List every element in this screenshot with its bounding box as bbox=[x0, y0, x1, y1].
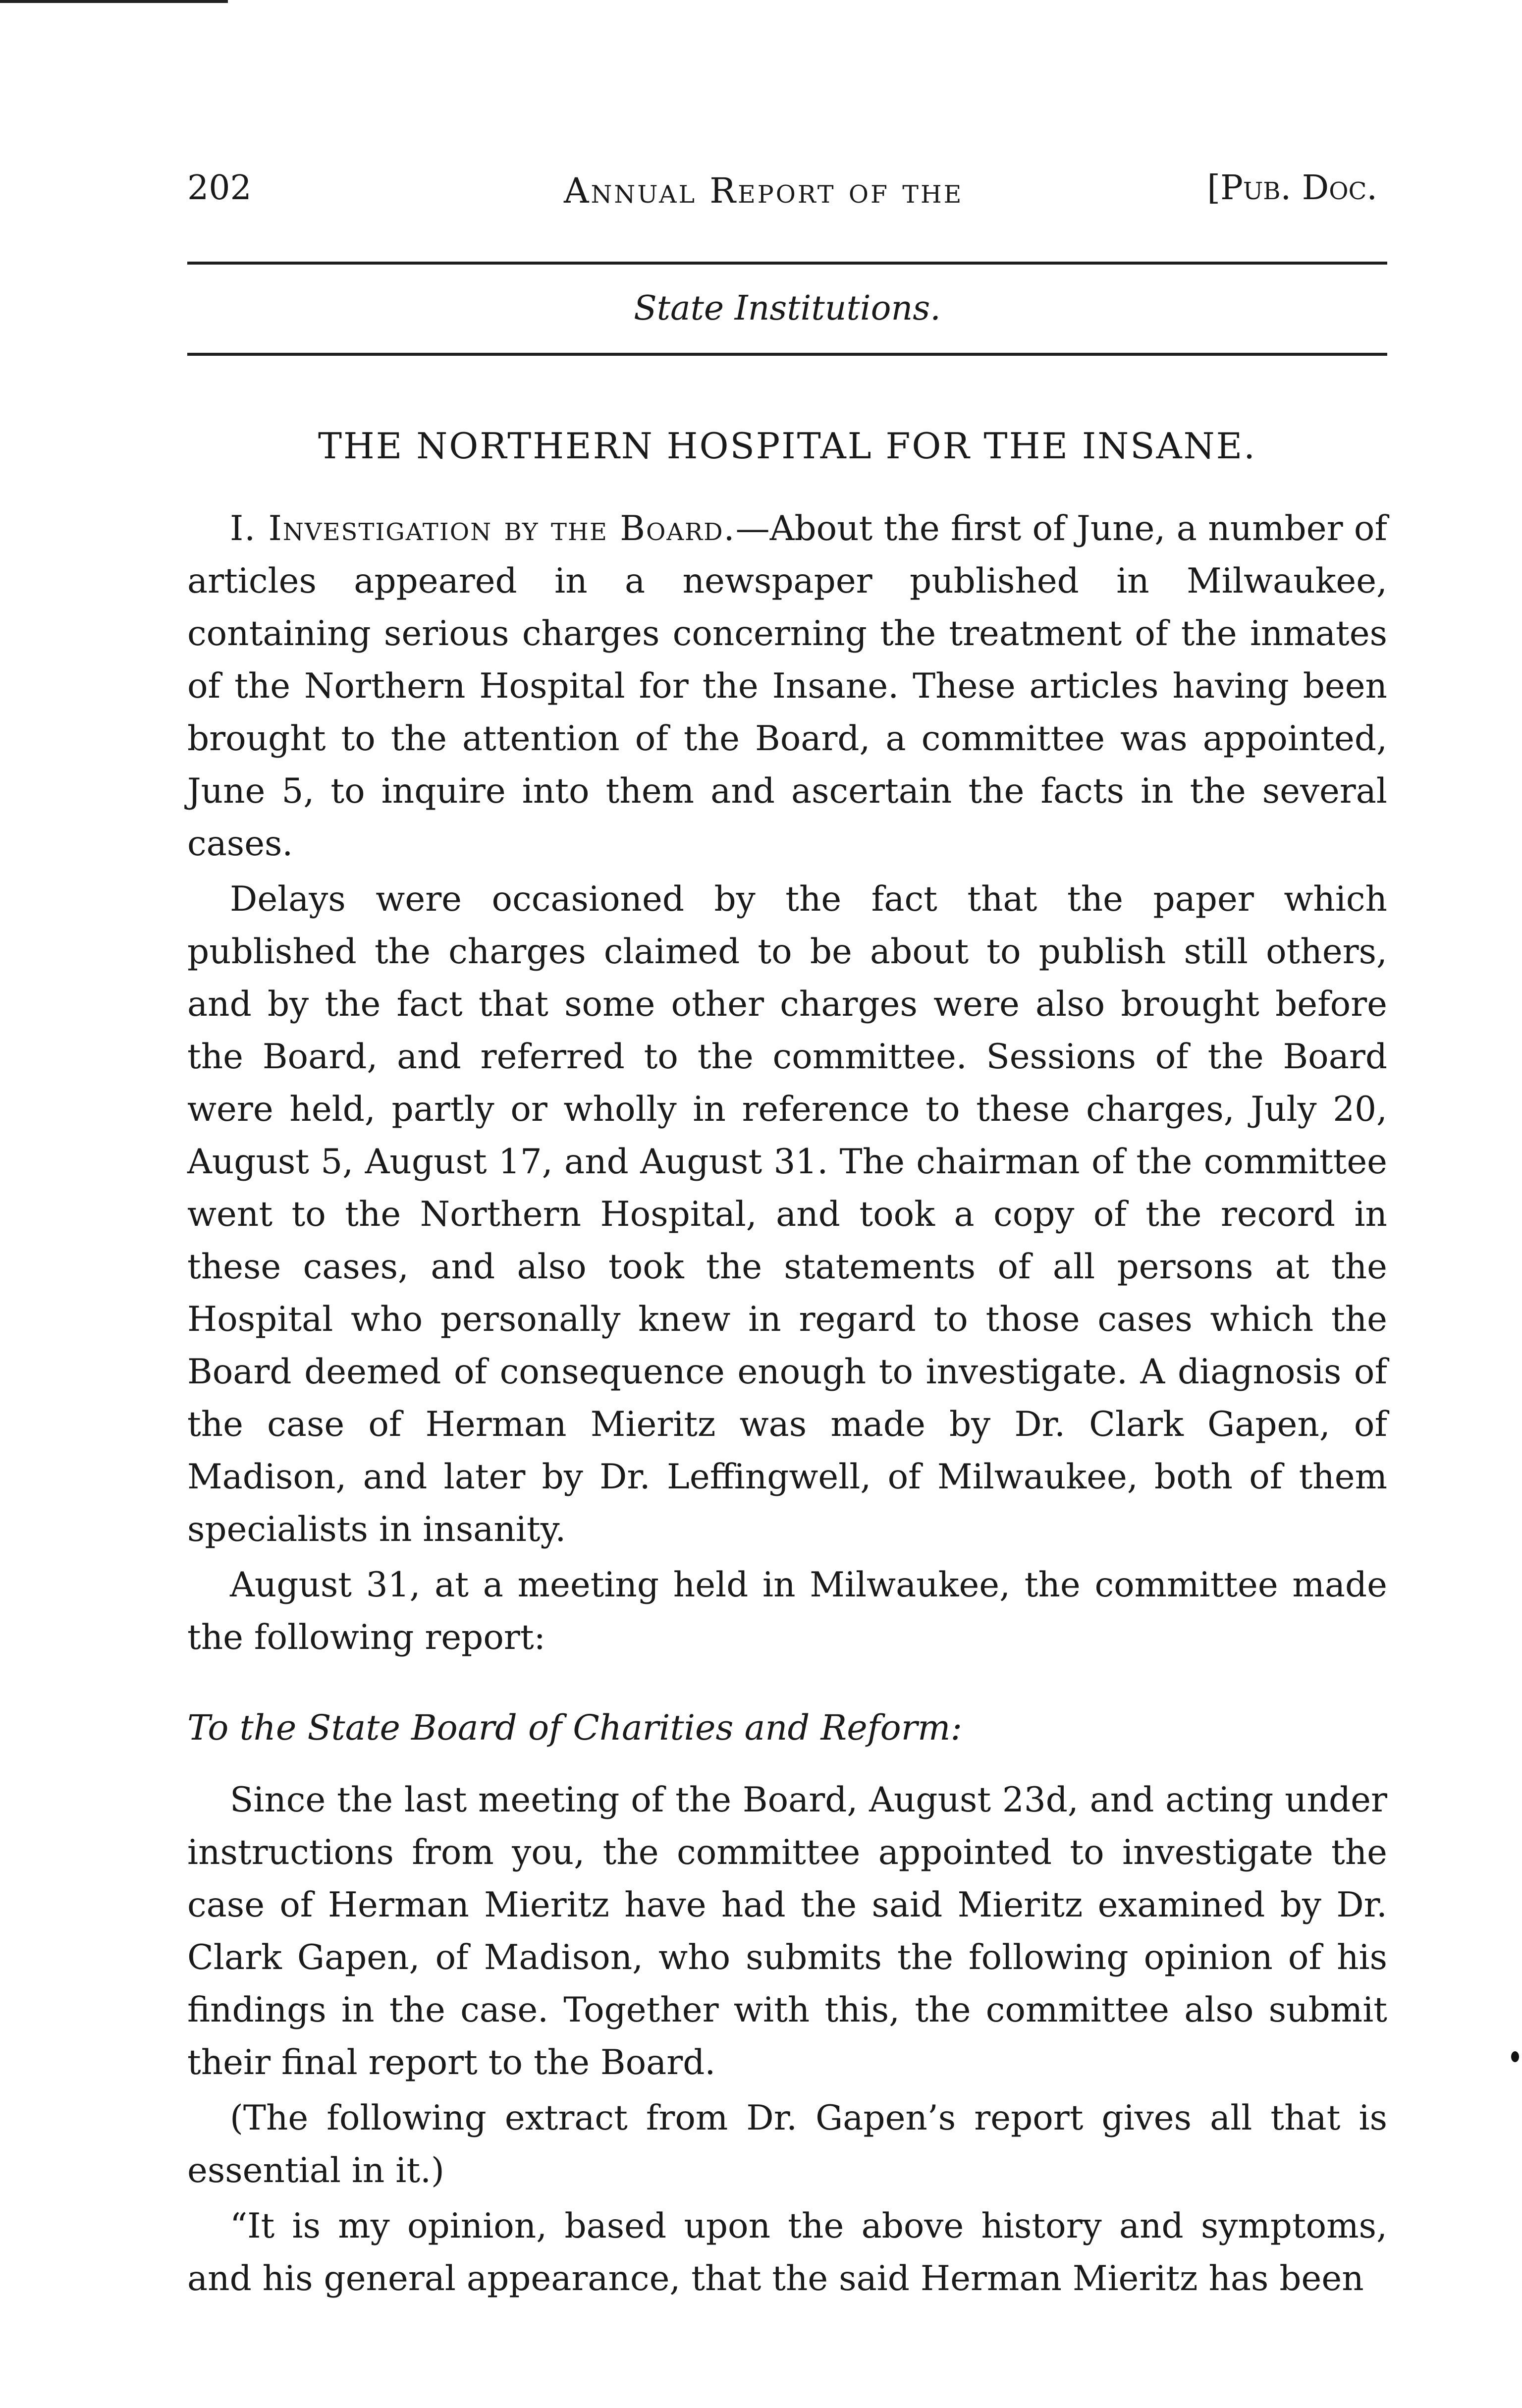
paragraph-delays: Delays were occasioned by the fact that the paper which published the charges claimed to be about to publish still others, and by the fact that some other charges were also brought before the Board, and referred to the committee. Sessions of the Board were held, partly or wholly in reference to these charges, July 20, August 5, August 17, and August 31. The chairman of the committee went to the Northern Hospital, and took a copy of the record in these cases, and also took the statements of all persons at the Hospital who personally knew in regard to those cases which the Board deemed of consequence enough to investigate. A diagnosis of the case of Herman Mieritz was made by Dr. Clark Gapen, of Madison, and later by Dr. Leffingwell, of Milwaukee, both of them specialists in insanity. bbox=[187, 879, 1387, 1549]
page bbox=[187, 168, 1387, 2305]
page-number: 202 bbox=[187, 168, 252, 208]
header-rule-bottom bbox=[187, 353, 1387, 356]
paragraph-committee: Since the last meeting of the Board, August 23d, and acting under instructions from you, the committee appointed to investigate the case of Herman Mieritz have had the said Mieritz examined by Dr. Clark Gapen, of Madison, who submits the following opinion of his findings in the case. Together with this, the committee also submit their final report to the Board. bbox=[187, 1780, 1387, 2082]
paragraph-opinion: “It is my opinion, based upon the above history and symptoms, and his general appearance, that the said Herman Mieritz has been bbox=[187, 2206, 1387, 2299]
corner-rule bbox=[0, 0, 228, 3]
paragraph-extract: (The following extract from Dr. Gapen’s report gives all that is essential in it.) bbox=[187, 2098, 1387, 2190]
running-title: Annual Report of the bbox=[564, 170, 964, 211]
chapter-title: THE NORTHERN HOSPITAL FOR THE INSANE. bbox=[318, 425, 1257, 467]
doc-reference: [Pub. Doc. bbox=[1207, 168, 1377, 208]
paragraph-lead: I. Investigation by the Board. bbox=[230, 509, 736, 548]
paragraph-text: —About the first of June, a number of articles appeared in a newspaper published in Milwaukee, containing serious charges concerning the treatment of the inmates of the Northern Hospital for the Insane. These articles having been brought to the attention of the Board, a committee was appointed, June 5, to inquire into them and ascertain the facts in the several cases. bbox=[187, 509, 1388, 864]
running-head bbox=[187, 168, 1387, 223]
print-speck bbox=[1511, 2051, 1519, 2062]
paragraph-investigation bbox=[187, 502, 1387, 870]
section-title: State Institutions. bbox=[634, 289, 941, 328]
salutation: To the State Board of Charities and Reform: bbox=[187, 1707, 963, 1748]
paragraph-meeting: August 31, at a meeting held in Milwaukee, the committee made the following report: bbox=[187, 1565, 1387, 1657]
